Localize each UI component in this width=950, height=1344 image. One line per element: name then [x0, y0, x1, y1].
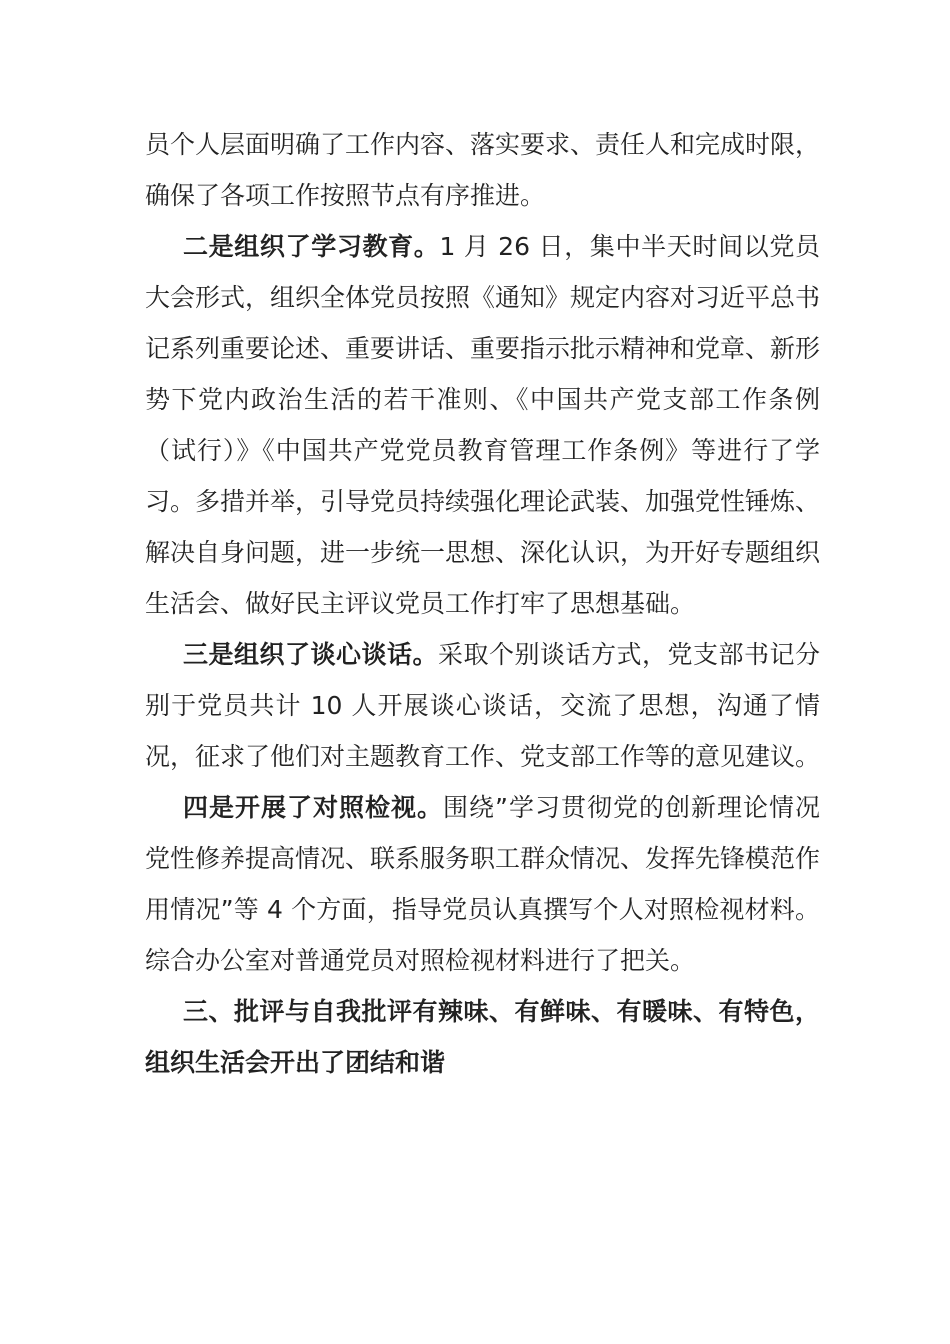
paragraph-lead: 三是组织了谈心谈话。	[183, 640, 438, 669]
paragraph-text: 员个人层面明确了工作内容、落实要求、责任人和完成时限，确保了各项工作按照节点有序推进。	[145, 130, 821, 210]
paragraph-heart-talk	[145, 629, 820, 782]
paragraph-study-education	[145, 221, 820, 629]
paragraph-text: 采取个别谈话方式，党支部书记分别于党员共计 10 人开展谈心谈话，交流了思想，沟通了情况，征求了他们对主题教育工作、党支部工作等的意见建议。	[145, 640, 821, 771]
paragraph-continuation	[145, 119, 820, 221]
paragraph-text: 1 月 26 日，集中半天时间以党员大会形式，组织全体党员按照《通知》规定内容对习近平总书记系列重要论述、重要讲话、重要指示批示精神和党章、新形势下党内政治生活的若干准则、《中国共产党支部工作条例（试行）》《中国共产党党员教育管理工作条例》等进行了学习。多措并举，引导党员持续强化理论武装、加强党性锤炼、解决自身问题，进一步统一思想、深化认识，为开好专题组织生活会、做好民主评议党员工作打牢了思想基础。	[145, 232, 821, 618]
paragraph-self-inspection	[145, 782, 820, 986]
paragraph-lead: 四是开展了对照检视。	[183, 793, 444, 822]
paragraph-lead: 二是组织了学习教育。	[183, 232, 440, 261]
section-heading: 三、批评与自我批评有辣味、有鲜味、有暖味、有特色，组织生活会开出了团结和谐	[145, 997, 820, 1077]
paragraph-text: 围绕”学习贯彻党的创新理论情况党性修养提高情况、联系服务职工群众情况、发挥先锋模范作用情况”等 4 个方面，指导党员认真撰写个人对照检视材料。综合办公室对普通党员对照检视材料进行了把关。	[145, 793, 821, 975]
document-page	[145, 119, 820, 1088]
